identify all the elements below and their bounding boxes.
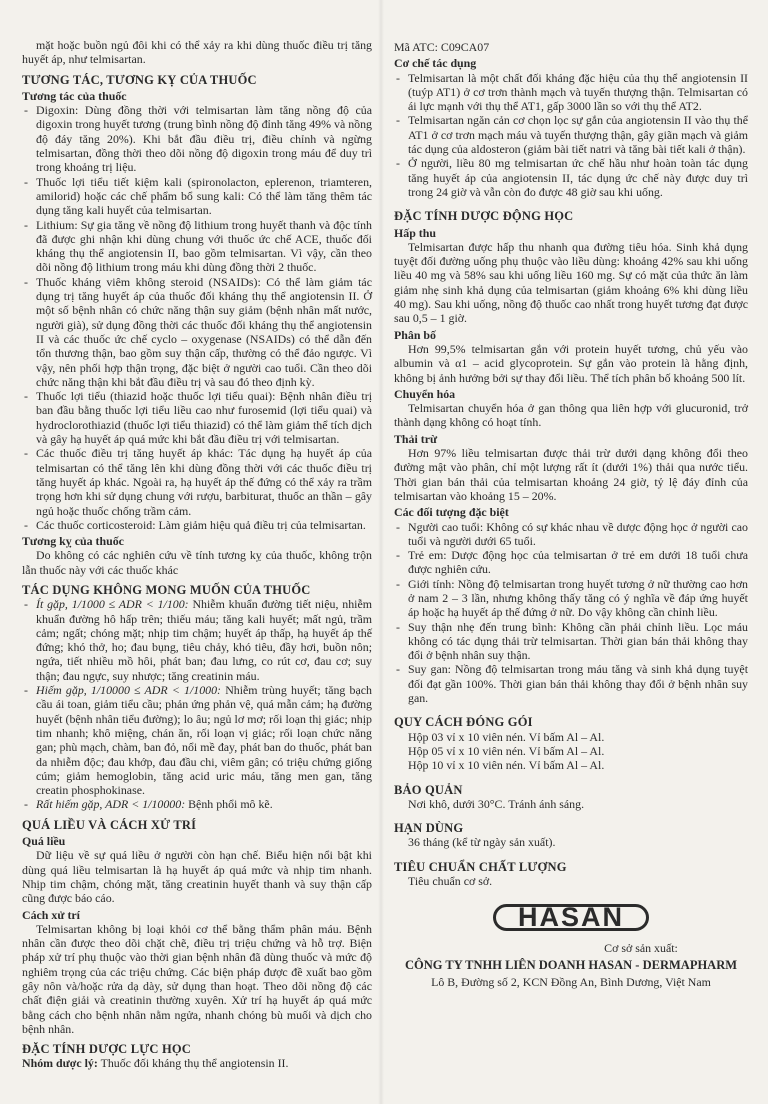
list-item: - Telmisartan ngăn cản cơ chọn lọc sự gắn của angiotensin II vào thụ thể AT1 ở cơ trơn mạch máu và tuyến thượng thận, gây giãn mạch và giảm tác dụng của aldosteron (giảm bài tiết natri và tăng bài tiết kali ở thận). <box>394 113 748 156</box>
special-populations-list <box>394 520 748 706</box>
shelf-life-heading: HẠN DÙNG <box>394 821 464 836</box>
overdose-subheading: Quá liều <box>22 834 66 849</box>
packing-line: Hộp 05 vỉ x 10 viên nén. Vỉ bấm Al – Al. <box>408 743 605 758</box>
list-item: - Telmisartan là một chất đối kháng đặc hiệu của thụ thể angiotensin II (tuýp AT1) ở cơ trơn thành mạch và tuyến thượng thận. Telmisartan có ái lực mạnh với thụ thể AT1, gấp 3000 lần so với thụ thể AT2. <box>394 71 748 114</box>
packing-line: Hộp 10 vỉ x 10 viên nén. Vỉ bấm Al – Al. <box>408 758 605 773</box>
pharmacology-group-text: Thuốc đối kháng thụ thể angiotensin II. <box>97 1056 289 1071</box>
logo-area <box>394 902 748 933</box>
storage-text: Nơi khô, dưới 30°C. Tránh ánh sáng. <box>408 796 585 811</box>
adverse-heading: TÁC DỤNG KHÔNG MONG MUỐN CỦA THUỐC <box>22 582 311 597</box>
distribution-subheading: Phân bố <box>394 327 436 342</box>
packing-line: Hộp 03 vỉ x 10 viên nén. Vỉ bấm Al – Al. <box>408 729 605 744</box>
elimination-text: Hơn 97% liều telmisartan được thải trừ dưới dạng không đổi theo đường mật vào phân, chỉ một lượng rất ít (dưới 1%) thải qua nước tiểu. Thời gian bán thải của telmisartan khoảng 24 giờ, tỷ lệ đáy đỉnh của telmisartan vào khoảng 15 – 20%. <box>394 446 748 503</box>
fold-line <box>378 0 384 1104</box>
metabolism-text: Telmisartan chuyển hóa ở gan thông qua liên hợp với glucuronid, trở thành dạng không có hoạt tính. <box>394 401 748 430</box>
special-populations-subheading: Các đối tượng đặc biệt <box>394 505 509 520</box>
adverse-list <box>22 597 372 811</box>
left-column <box>22 40 372 1071</box>
frequency-label: Ít gặp, 1/1000 ≤ ADR < 1/100: <box>36 597 189 612</box>
atc-code: Mã ATC: C09CA07 <box>394 40 490 54</box>
metabolism-subheading: Chuyển hóa <box>394 386 456 401</box>
list-item: - Lithium: Sự gia tăng về nồng độ lithium trong huyết thanh và độc tính đã được ghi nhận khi dùng chung với thuốc ức chế ACE, thuốc đối kháng thụ thể angiotensin II, bao gồm telmisartan. Vì vậy, cần theo dõi nồng độ lithium trong máu khi dùng đồng thời 2 thuốc. <box>22 218 372 275</box>
mechanism-list <box>394 71 748 200</box>
distribution-text: Hơn 99,5% telmisartan gắn với protein huyết tương, chủ yếu vào albumin và α1 – acid glycoprotein. Sự gắn vào protein là hằng định, không bị ảnh hưởng bởi sự thay đổi liều. Thể tích phân bố khoảng 500 lít. <box>394 341 748 385</box>
absorption-text: Telmisartan được hấp thu nhanh qua đường tiêu hóa. Sinh khả dụng tuyệt đối đường uống phụ thuộc vào liều dùng: khoảng 42% sau khi uống liều 40 mg và 58% sau khi uống liều 160 mg. Sự có mặt của thức ăn làm giảm nhẹ sinh khả dụng của telmisartan (giảm khoảng 6% khi dùng liều 40 mg). Sau khi uống, nồng độ thuốc cao nhất trong huyết tương đạt được sau 0,5 – 1 giờ. <box>394 239 748 326</box>
overdose-text: Dữ liệu về sự quá liều ở người còn hạn chế. Biểu hiện nổi bật khi dùng quá liều telmisartan là hạ huyết áp quá mức và nhịp tim nhanh. Nhịp tim chậm, chóng mặt, tăng creatinin huyết thanh và suy thận cấp cũng được báo cáo. <box>22 848 372 906</box>
company-name: CÔNG TY TNHH LIÊN DOANH HASAN - DERMAPHARM <box>404 957 738 972</box>
list-item <box>22 797 372 811</box>
mechanism-subheading: Cơ chế tác dụng <box>394 56 477 71</box>
shelf-life-text: 36 tháng (kể từ ngày sản xuất). <box>408 835 556 850</box>
list-item: - Các thuốc corticosteroid: Làm giảm hiệu quả điều trị của telmisartan. <box>22 518 372 532</box>
frequency-label: Rất hiếm gặp, ADR < 1/10000: <box>36 797 186 812</box>
pharmacology-group <box>22 1056 372 1070</box>
interactions-subheading: Tương tác của thuốc <box>22 88 127 103</box>
intro-text: mặt hoặc buồn ngủ đôi khi có thể xảy ra khi dùng thuốc điều trị tăng huyết áp, như telmisartan. <box>22 38 372 67</box>
list-item: - Suy gan: Nồng độ telmisartan trong máu tăng và sinh khả dụng tuyệt đối đạt gần 100%. Thời gian bán thải không thay đổi ở bệnh nhân suy gan. <box>394 662 748 705</box>
list-item: - Các thuốc điều trị tăng huyết áp khác: Tác dụng hạ huyết áp của telmisartan có thể tăng lên khi dùng đồng thời với các thuốc điều trị tăng huyết áp khác. Ngoài ra, hạ huyết áp thế đứng có thể xảy ra trầm trọng hơn khi sử dụng chung với rượu, barbiturat, thuốc an thần – gây ngủ hoặc thuốc chống trầm cảm. <box>22 446 372 517</box>
pharmacodynamics-heading: ĐẶC TÍNH DƯỢC LỰC HỌC <box>22 1042 192 1057</box>
list-item: - Thuốc lợi tiểu (thiazid hoặc thuốc lợi tiểu quai): Bệnh nhân điều trị ban đầu bằng thuốc lợi tiểu liều cao như furosemid (lợi tiểu quai) và hydroclorothiazid (thuốc lợi tiểu thiazid) có thể làm giảm thể tích dịch và gây hạ huyết áp quá mức khi bắt đầu điều trị với telmisartan. <box>22 389 372 446</box>
manufacturer-block <box>394 941 748 990</box>
interactions-heading: TƯƠNG TÁC, TƯƠNG KỴ CỦA THUỐC <box>22 72 257 87</box>
incompatibility-subheading: Tương kỵ của thuốc <box>22 534 124 549</box>
quality-heading: TIÊU CHUẨN CHẤT LƯỢNG <box>394 859 567 874</box>
list-item: - Digoxin: Dùng đồng thời với telmisartan làm tăng nồng độ của digoxin trong huyết tương (trung bình nồng độ đỉnh tăng 49% và nồng độ đáy tăng 20%). Khi bắt đầu điều trị, điều chỉnh và ngừng telmisartan, đồng thời theo dõi nồng độ digoxin trong máu để duy trì trong khoảng trị liệu. <box>22 103 372 174</box>
list-item <box>22 597 372 683</box>
packing-heading: QUY CÁCH ĐÓNG GÓI <box>394 715 533 730</box>
list-item <box>22 683 372 797</box>
hasan-logo: HASAN <box>493 904 649 930</box>
incompatibility-text: Do không có các nghiên cứu về tính tương kỵ của thuốc, không trộn lẫn thuốc này với các thuốc khác <box>22 548 372 577</box>
treatment-text: Telmisartan không bị loại khỏi cơ thể bằng thẩm phân máu. Bệnh nhân cần được theo dõi chặt chẽ, điều trị triệu chứng và hỗ trợ. Biện pháp xử trí phụ thuộc vào thời gian bệnh nhân đã dùng thuốc và mức độ nghiêm trọng của các triệu chứng. Các biện pháp được đề xuất bao gồm gây nôn và/hoặc rửa dạ dày, sử dụng than hoạt. Theo dõi nồng độ các chất điện giải và creatinin thường xuyên. Xử trí hạ huyết áp quá mức bằng cách cho bệnh nhân nằm ngửa, nhanh chóng bù muối và dịch cho bệnh nhân. <box>22 921 372 1036</box>
frequency-label: Hiếm gặp, 1/10000 ≤ ADR < 1/1000: <box>36 683 222 698</box>
list-item: - Người cao tuổi: Không có sự khác nhau về dược động học ở người cao tuổi và người dưới 65 tuổi. <box>394 520 748 549</box>
treatment-subheading: Cách xử trí <box>22 907 80 922</box>
adverse-text: Nhiễm khuẩn đường tiết niệu, nhiễm khuẩn đường hô hấp trên; thiếu máu; tăng kali huyết; mất ngủ, trầm cảm; ngất; chóng mặt; nhịp tim chậm; huyết áp thấp, hạ huyết áp thế đứng; khó thở, ho; đau bụng, tiêu chảy, khó tiêu, đầy hơi, buồn nôn; ngứa, tiết nhiều mồ hôi, phát ban; đau lưng, co rút cơ, đau cơ; suy thận; đau ngực, suy nhược; tăng creatinin máu. <box>36 597 372 683</box>
absorption-subheading: Hấp thu <box>394 225 436 240</box>
elimination-subheading: Thải trừ <box>394 431 438 446</box>
storage-heading: BẢO QUẢN <box>394 782 463 797</box>
pharmacology-group-label: Nhóm dược lý: <box>22 1056 98 1071</box>
company-address: Lô B, Đường số 2, KCN Đồng An, Bình Dương, Việt Nam <box>431 975 711 990</box>
overdose-heading: QUÁ LIỀU VÀ CÁCH XỬ TRÍ <box>22 817 197 832</box>
quality-text: Tiêu chuẩn cơ sở. <box>408 874 493 889</box>
pharmacokinetics-heading: ĐẶC TÍNH DƯỢC ĐỘNG HỌC <box>394 209 574 224</box>
list-item: - Thuốc lợi tiểu tiết kiệm kali (spironolacton, eplerenon, triamteren, amilorid) hoặc các chế phẩm bổ sung kali: Có thể làm tăng thêm tác dụng tăng kali huyết của telmisartan. <box>22 175 372 218</box>
list-item: - Trẻ em: Dược động học của telmisartan ở trẻ em dưới 18 tuổi chưa được nghiên cứu. <box>394 548 748 577</box>
list-item: - Ở người, liều 80 mg telmisartan ức chế hầu như hoàn toàn tác dụng tăng huyết áp của angiotensin II, tác dụng ức chế này được duy trì trong 24 giờ và vẫn còn đo được 48 giờ sau khi uống. <box>394 156 748 199</box>
producer-label: Cơ sở sản xuất: <box>604 940 678 955</box>
right-column <box>394 40 748 990</box>
list-item: - Giới tính: Nồng độ telmisartan trong huyết tương ở nữ thường cao hơn ở nam 2 – 3 lần, nhưng không thấy tăng có ý nghĩa về đáp ứng huyết áp hoặc hạ huyết áp thế đứng ở nữ. Do vậy không cần chỉnh liều. <box>394 577 748 620</box>
adverse-text: Nhiễm trùng huyết; tăng bạch cầu ái toan, giảm tiểu cầu; phản ứng phản vệ, quá mẫn cảm; hạ đường huyết (bệnh nhân tiểu đường); lo âu; ngủ lơ mơ; rối loạn thị giác; nhịp tim nhanh; khô miệng, chán ăn, rối loạn vị giác; rối loạn chức năng gan; phù mạch, chàm, ban đỏ, nổi mề đay, phát ban do thuốc, phát ban da nhiễm độc; đau khớp, đau đầu chi, viêm gân; có triệu chứng giống cúm; giảm hemoglobin, tăng acid uric máu, tăng men gan, tăng creatin phosphokinase. <box>36 683 372 798</box>
list-item: - Suy thận nhẹ đến trung bình: Không cần phải chỉnh liều. Lọc máu không có tác dụng thải trừ telmisartan. Thời gian bán thải không thay đổi ở bệnh nhân suy thận. <box>394 620 748 663</box>
list-item: - Thuốc kháng viêm không steroid (NSAIDs): Có thể làm giảm tác dụng trị tăng huyết áp của thuốc đối kháng thụ thể angiotensin II. Ở một số bệnh nhân có chức năng thận suy giảm (bệnh nhân mất nước, người già), sử dụng đồng thời các thuốc đối kháng thụ thể angiotensin II và các thuốc ức chế cyclo – oxygenase (NSAIDs) có thể dẫn đến tổn thương thận, bao gồm suy thận cấp, thường có thể đảo ngược. Vì vậy, nên phối hợp thận trọng, đặc biệt ở người cao tuổi. Cần theo dõi chức năng thận khi bắt đầu điều trị và sau đó theo định kỳ. <box>22 275 372 389</box>
interactions-list <box>22 103 372 532</box>
adverse-text: Bệnh phổi mô kẽ. <box>185 797 273 812</box>
